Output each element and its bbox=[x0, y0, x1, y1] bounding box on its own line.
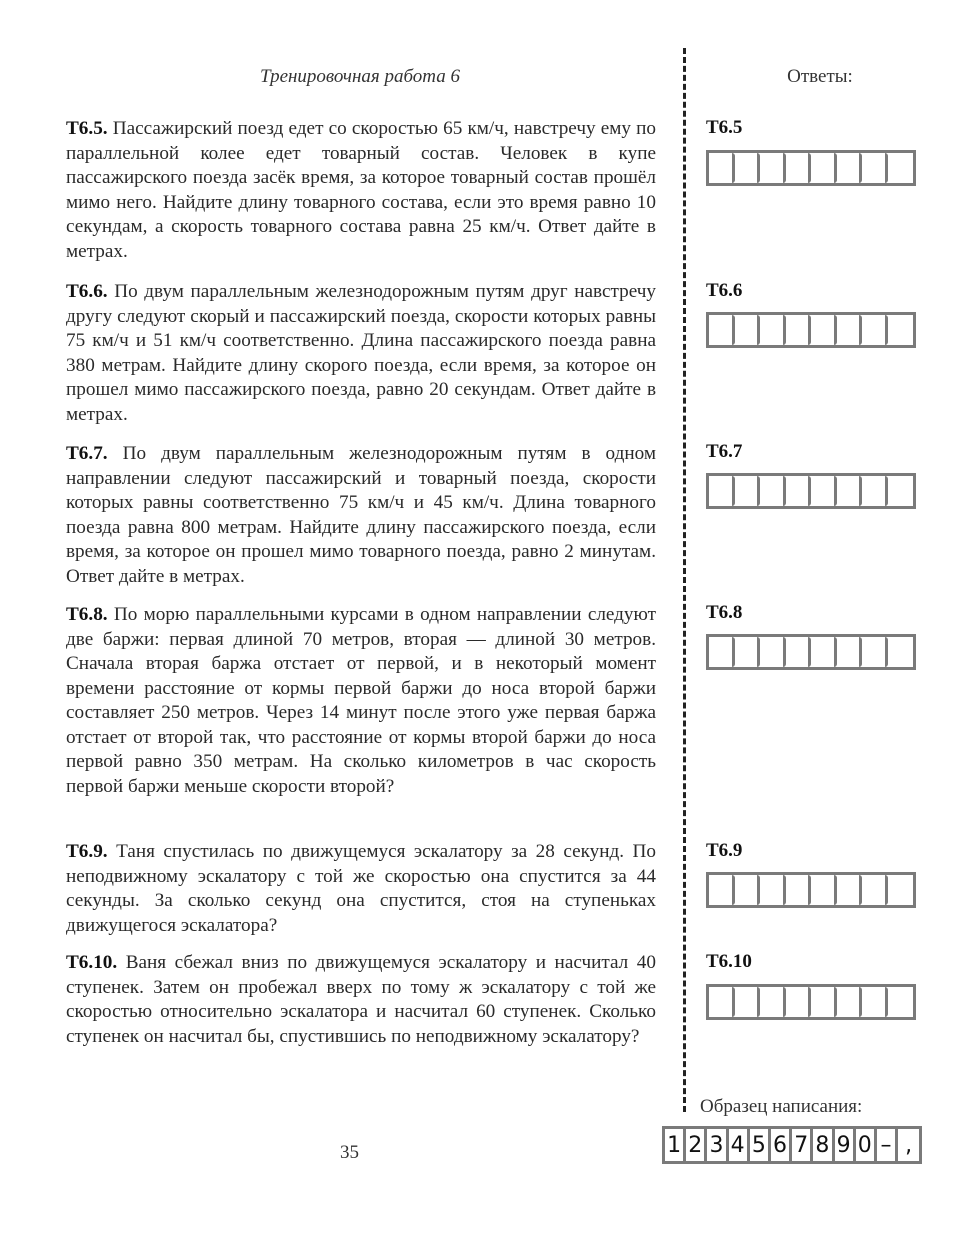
answer-cell[interactable] bbox=[811, 315, 837, 345]
answer-label-t6-9: Т6.9 bbox=[706, 840, 743, 861]
answer-cell[interactable] bbox=[760, 875, 786, 905]
answer-label-t6-6: Т6.6 bbox=[706, 280, 743, 301]
answer-cell[interactable] bbox=[709, 476, 735, 506]
answer-cell[interactable] bbox=[709, 315, 735, 345]
task-number: Т6.6. bbox=[66, 281, 108, 302]
answer-box-t6-6[interactable] bbox=[706, 312, 916, 348]
task-text: По двум параллельным железнодорожным путям в одном направлении следуют пассажирский и товарный поезда, скорости которых равны соответственно 75 км/ч и 45 км/ч. Длина товарного поезда равна 800 метрам. Найдите длину пассажирского поезда, если время, за которое он прошел мимо товарного поезда, равно 2 минутам. Ответ дайте в метрах. bbox=[66, 443, 656, 587]
task-t6-9 bbox=[66, 840, 656, 938]
answer-cell[interactable] bbox=[786, 637, 812, 667]
answer-cell[interactable] bbox=[709, 875, 735, 905]
answer-cell[interactable] bbox=[735, 315, 761, 345]
answer-cell[interactable] bbox=[709, 153, 735, 183]
sample-char-cell: 1 bbox=[665, 1129, 686, 1161]
answer-cell[interactable] bbox=[837, 875, 863, 905]
answer-cell[interactable] bbox=[786, 315, 812, 345]
task-t6-8 bbox=[66, 603, 656, 799]
page-number: 35 bbox=[340, 1142, 359, 1163]
answer-cell[interactable] bbox=[811, 987, 837, 1017]
answer-cell[interactable] bbox=[760, 476, 786, 506]
answer-cell[interactable] bbox=[837, 637, 863, 667]
answer-cell[interactable] bbox=[709, 987, 735, 1017]
answer-cell[interactable] bbox=[888, 476, 914, 506]
answer-cell[interactable] bbox=[837, 315, 863, 345]
answer-cell[interactable] bbox=[888, 987, 914, 1017]
task-text: По двум параллельным железнодорожным путям друг навстречу другу следуют скорый и пассажирский поезда, скорости которых равны 75 км/ч и 51 км/ч соответственно. Длина пассажирского поезда равна 380 метрам. Найдите длину скорого поезда, если время, за которое он прошел мимо пассажирского поезда, равно 20 секундам. Ответ дайте в метрах. bbox=[66, 281, 656, 425]
answer-cell[interactable] bbox=[862, 875, 888, 905]
task-text: Таня спустилась по движущемуся эскалатору за 28 секунд. По неподвижному эскалатору с той же скоростью она спустится за 44 секунды. За сколько секунд она спустится, стоя на ступеньках движущегося эскалатора? bbox=[66, 841, 656, 936]
answer-cell[interactable] bbox=[735, 875, 761, 905]
sample-label: Образец написания: bbox=[700, 1096, 863, 1117]
answer-cell[interactable] bbox=[760, 153, 786, 183]
task-text: Ваня сбежал вниз по движущемуся эскалатору и насчитал 40 ступенек. Затем он пробежал вверх по тому ж эскалатору с той же скоростью относительно эскалатора и насчитал 60 ступенек. Сколько ступенек он насчитал бы, спустившись по неподвижному эскалатору? bbox=[66, 952, 656, 1047]
sample-char-cell: 7 bbox=[792, 1129, 813, 1161]
answer-box-t6-8[interactable] bbox=[706, 634, 916, 670]
answer-cell[interactable] bbox=[862, 476, 888, 506]
task-number: Т6.9. bbox=[66, 841, 108, 862]
task-number: Т6.5. bbox=[66, 118, 108, 139]
answer-label-t6-5: Т6.5 bbox=[706, 117, 743, 138]
answer-box-t6-5[interactable] bbox=[706, 150, 916, 186]
answer-cell[interactable] bbox=[811, 637, 837, 667]
sample-char-cell: , bbox=[905, 1132, 913, 1158]
answer-box-t6-9[interactable] bbox=[706, 872, 916, 908]
task-t6-6 bbox=[66, 280, 656, 427]
sample-writing-box bbox=[662, 1126, 922, 1164]
task-number: Т6.7. bbox=[66, 443, 108, 464]
answer-cell[interactable] bbox=[735, 153, 761, 183]
answer-cell[interactable] bbox=[735, 637, 761, 667]
answer-label-t6-7: Т6.7 bbox=[706, 441, 743, 462]
answer-cell[interactable] bbox=[888, 315, 914, 345]
answer-cell[interactable] bbox=[735, 987, 761, 1017]
sample-char-cell: 3 bbox=[707, 1129, 728, 1161]
answer-cell[interactable] bbox=[786, 987, 812, 1017]
answer-cell[interactable] bbox=[786, 476, 812, 506]
answer-cell[interactable] bbox=[837, 476, 863, 506]
answer-label-t6-10: Т6.10 bbox=[706, 951, 752, 972]
answer-cell[interactable] bbox=[888, 153, 914, 183]
answer-box-t6-10[interactable] bbox=[706, 984, 916, 1020]
sample-char-cell: 4 bbox=[729, 1129, 750, 1161]
answer-cell[interactable] bbox=[888, 637, 914, 667]
answer-cell[interactable] bbox=[837, 153, 863, 183]
running-head: Тренировочная работа 6 bbox=[259, 66, 461, 87]
sample-char-cell: 9 bbox=[835, 1129, 856, 1161]
answers-title: Ответы: bbox=[787, 66, 853, 87]
sample-char-cell: 0 bbox=[856, 1129, 877, 1161]
answer-cell[interactable] bbox=[760, 637, 786, 667]
answer-cell[interactable] bbox=[811, 153, 837, 183]
sample-char-cell: 2 bbox=[686, 1129, 707, 1161]
answer-cell[interactable] bbox=[837, 987, 863, 1017]
task-number: Т6.10. bbox=[66, 952, 118, 973]
answer-cell[interactable] bbox=[786, 153, 812, 183]
answer-label-t6-8: Т6.8 bbox=[706, 602, 743, 623]
sample-char-cell: – bbox=[877, 1129, 898, 1161]
answer-cell[interactable] bbox=[862, 987, 888, 1017]
answer-cell[interactable] bbox=[811, 476, 837, 506]
task-t6-7 bbox=[66, 442, 656, 589]
task-text: По морю параллельными курсами в одном направлении следуют две баржи: первая длиной 70 метров, вторая — длиной 30 метров. Сначала вторая баржа отстает от первой, и в некоторый момент времени расстояние от кормы первой баржи до носа второй баржи составляет 250 метров. Через 14 минут после этого уже первая баржа отстает от второй так, что расстояние от кормы второй баржи до носа первой равно 350 метрам. На сколько километров в час скорость первой баржи меньше скорости второй? bbox=[66, 604, 656, 797]
task-t6-5 bbox=[66, 117, 656, 264]
sample-char-cell: 6 bbox=[771, 1129, 792, 1161]
answer-cell[interactable] bbox=[735, 476, 761, 506]
answer-cell[interactable] bbox=[888, 875, 914, 905]
answer-cell[interactable] bbox=[862, 315, 888, 345]
answer-cell[interactable] bbox=[862, 153, 888, 183]
task-t6-10 bbox=[66, 951, 656, 1049]
sample-char-cell: 8 bbox=[813, 1129, 834, 1161]
answer-cell[interactable] bbox=[862, 637, 888, 667]
sample-char-cell: 5 bbox=[750, 1129, 771, 1161]
answer-cell[interactable] bbox=[811, 875, 837, 905]
task-text: Пассажирский поезд едет со скоростью 65 км/ч, навстречу ему по параллельной колее едет товарный состав. Человек в купе пассажирского поезда засёк время, за которое товарный состав прошёл мимо него. Найдите длину товарного состава, если это время равно 10 секундам, а скорость товарного состава равна 25 км/ч. Ответ дайте в метрах. bbox=[66, 118, 656, 262]
answer-cell[interactable] bbox=[786, 875, 812, 905]
answer-cell[interactable] bbox=[709, 637, 735, 667]
answer-box-t6-7[interactable] bbox=[706, 473, 916, 509]
task-number: Т6.8. bbox=[66, 604, 108, 625]
answer-cell[interactable] bbox=[760, 315, 786, 345]
dashed-divider bbox=[683, 48, 686, 1112]
answer-cell[interactable] bbox=[760, 987, 786, 1017]
